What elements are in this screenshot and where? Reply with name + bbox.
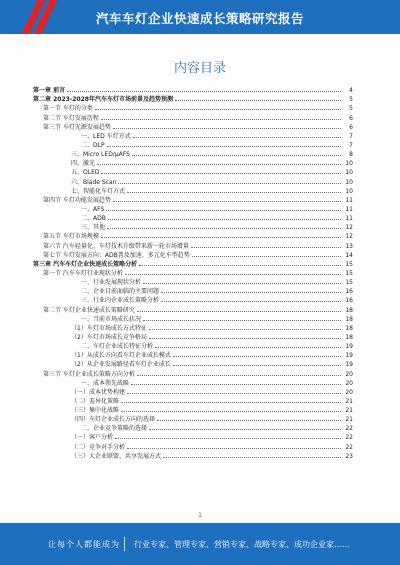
toc-entry-label: 第三章 汽车车灯企业快速成长策略分析	[33, 260, 138, 268]
toc-entry[interactable]	[33, 414, 353, 423]
toc-entry-page: 7	[349, 132, 353, 140]
toc-entry[interactable]	[33, 140, 353, 149]
toc-entry[interactable]	[33, 304, 353, 313]
toc-entry[interactable]	[33, 85, 353, 94]
toc-entry-label: 第二章 2023-2028年汽车车灯市场前景及趋势预测	[33, 96, 173, 104]
toc-entry[interactable]	[33, 122, 353, 131]
toc-entry-page: 19	[345, 361, 353, 369]
toc-entry[interactable]	[33, 195, 353, 204]
toc-entry-page: 23	[345, 452, 353, 460]
toc-entry-label: （四）车灯企业成长方向的选择	[71, 416, 156, 424]
toc-leader-dots	[157, 419, 341, 421]
report-title: 汽车车灯企业快速成长策略研究报告	[95, 11, 304, 26]
footer-divider	[124, 537, 125, 551]
toc-entry-page: 6	[349, 123, 353, 131]
toc-leader-dots	[106, 209, 341, 211]
toc-entry[interactable]	[33, 350, 353, 359]
toc-entry[interactable]	[33, 222, 353, 231]
toc-entry-label: （三）大企业联盟、共享发展方式	[71, 452, 162, 460]
toc-entry-page: 10	[345, 160, 353, 168]
toc-leader-dots	[107, 227, 341, 229]
toc-entry-label: 三、Micro LED/µAFS	[71, 151, 130, 159]
toc-entry-page: 13	[345, 242, 353, 250]
toc-leader-dots	[161, 291, 341, 293]
toc-entry-page: 11	[345, 196, 353, 204]
toc-entry[interactable]	[33, 268, 353, 277]
toc-leader-dots	[137, 374, 341, 376]
toc-entry-label: 一、成本领先战略	[81, 379, 130, 387]
toc-entry-label: 七、智能化车灯方式	[71, 187, 126, 195]
toc-entry-label: 二、DLP	[81, 141, 105, 149]
toc-entry[interactable]	[33, 149, 353, 158]
toc-entry[interactable]	[33, 103, 353, 112]
footer-slogan: 让每个人都能成为	[48, 540, 120, 549]
toc-entry[interactable]	[33, 441, 353, 450]
toc-entry-label: （二）竞争对手分析	[71, 443, 126, 451]
toc-entry-page: 15	[345, 260, 353, 268]
toc-leader-dots	[95, 108, 341, 110]
toc-entry[interactable]	[33, 259, 353, 268]
toc-entry[interactable]	[33, 131, 353, 140]
toc-leader-dots	[133, 136, 341, 138]
toc-entry-label: 第三节 车灯企业成长策略方向分析	[43, 370, 135, 378]
toc-leader-dots	[101, 172, 341, 174]
toc-entry-page: 10	[345, 187, 353, 195]
toc-leader-dots	[173, 364, 341, 366]
toc-entry[interactable]	[33, 396, 353, 405]
toc-entry[interactable]	[33, 277, 353, 286]
report-header	[0, 0, 400, 34]
toc-entry[interactable]	[33, 332, 353, 341]
toc-leader-dots	[127, 447, 341, 449]
toc-entry-label: 三、其他	[81, 224, 106, 232]
toc-entry-label: 第一章 前言	[33, 87, 66, 95]
toc-leader-dots	[131, 383, 341, 385]
toc-leader-dots	[121, 401, 341, 403]
toc-entry[interactable]	[33, 295, 353, 304]
toc-entry[interactable]	[33, 204, 353, 213]
toc-entry[interactable]	[33, 286, 353, 295]
toc-entry-page: 5	[349, 96, 353, 104]
toc-entry-label: 三、行业内企业成长策略分析	[81, 297, 160, 305]
toc-leader-dots	[101, 236, 341, 238]
toc-entry-page: 21	[345, 407, 353, 415]
toc-entry-page: 18	[345, 324, 353, 332]
toc-entry-label: 第三节 车灯光源发展趋势	[43, 123, 111, 131]
toc-entry[interactable]	[33, 341, 353, 350]
toc-leader-dots	[121, 410, 341, 412]
toc-leader-dots	[143, 319, 341, 321]
toc-leader-dots	[191, 246, 341, 248]
toc-leader-dots	[107, 145, 341, 147]
toc-entry-label: （一）客户分析	[71, 434, 114, 442]
toc-entry[interactable]	[33, 250, 353, 259]
toc-entry-page: 6	[349, 114, 353, 122]
toc-entry-page: 18	[345, 333, 353, 341]
toc-entry-page: 10	[345, 169, 353, 177]
toc-entry-page: 16	[345, 288, 353, 296]
toc-entry[interactable]	[33, 314, 353, 323]
toc-leader-dots	[115, 437, 341, 439]
toc-entry[interactable]	[33, 158, 353, 167]
toc-entry[interactable]	[33, 213, 353, 222]
toc-entry-label: 第二节 车灯发展历程	[43, 114, 99, 122]
toc-entry-page: 22	[345, 425, 353, 433]
toc-leader-dots	[113, 127, 341, 129]
toc-entry-page: 21	[345, 416, 353, 424]
toc-entry-label: 四、激光	[71, 160, 96, 168]
toc-entry[interactable]	[33, 231, 353, 240]
toc-entry-page: 11	[345, 205, 353, 213]
toc-entry-label: 六、Blade Scan	[71, 178, 117, 186]
toc-entry-label: 第一节 车灯的分类	[43, 105, 93, 113]
toc-entry-page: 22	[345, 434, 353, 442]
toc-entry-page: 8	[349, 151, 353, 159]
toc-entry-label: 二、企业目前面临的主要问题	[81, 288, 160, 296]
toc-entry-label: （2）车灯市场成长竞争格局	[71, 333, 147, 341]
toc-entry-page: 5	[349, 105, 353, 113]
toc-entry-page: 20	[345, 379, 353, 387]
toc-entry-label: 第六节 汽车轻量化、车灯技术升级带来新一轮市场增量	[43, 242, 189, 250]
toc-entry-page: 19	[345, 343, 353, 351]
toc-entry[interactable]	[33, 176, 353, 185]
toc-leader-dots	[175, 99, 341, 101]
toc-entry-label: 二、ADB	[81, 215, 106, 223]
toc-entry[interactable]	[33, 451, 353, 460]
toc-entry[interactable]	[33, 186, 353, 195]
toc-entry-label: （1）车灯市场成长方式特征	[71, 324, 147, 332]
toc-entry-page: 10	[345, 178, 353, 186]
toc-entry-label: 五、OLED	[71, 169, 100, 177]
toc-entry[interactable]	[33, 167, 353, 176]
toc-leader-dots	[173, 355, 341, 357]
toc-leader-dots	[161, 300, 341, 302]
toc-leader-dots	[137, 310, 341, 312]
toc-leader-dots	[155, 346, 341, 348]
toc-entry[interactable]	[33, 359, 353, 368]
toc-entry[interactable]	[33, 432, 353, 441]
toc-entry-page: 15	[345, 279, 353, 287]
toc-entry-label: （1）从成长方向看车灯企业成长模式	[71, 352, 171, 360]
toc-entry-label: （2）从企业发展路径看车灯企业成长	[71, 361, 171, 369]
table-of-contents	[33, 85, 353, 460]
toc-entry[interactable]	[33, 378, 353, 387]
toc-leader-dots	[125, 273, 341, 275]
toc-entry-page: 4	[349, 87, 353, 95]
toc-entry-page: 16	[345, 297, 353, 305]
toc-entry-page: 18	[345, 315, 353, 323]
toc-entry-label: 一、当前市场成长状况	[81, 315, 142, 323]
toc-leader-dots	[127, 392, 341, 394]
toc-entry-label: 一、LED 车灯方式	[81, 132, 131, 140]
toc-entry[interactable]	[33, 405, 353, 414]
toc-entry[interactable]	[33, 240, 353, 249]
toc-entry-page: 20	[345, 370, 353, 378]
toc-heading: 内容目录	[173, 61, 226, 76]
toc-entry-label: （二）差异化策略	[71, 397, 120, 405]
toc-leader-dots	[149, 337, 341, 339]
toc-entry-page: 19	[345, 352, 353, 360]
toc-entry-page: 21	[345, 397, 353, 405]
toc-entry[interactable]	[33, 323, 353, 332]
toc-entry-page: 15	[345, 269, 353, 277]
footer-tagline: 行业专家、管理专家、营销专家、战略专家、成功企业家……	[134, 540, 350, 549]
toc-leader-dots	[163, 456, 341, 458]
toc-entry-label: （一）成本优势构建	[71, 388, 126, 396]
toc-entry-page: 14	[345, 251, 353, 259]
toc-entry-page: 22	[345, 443, 353, 451]
toc-entry[interactable]	[33, 368, 353, 377]
toc-entry-label: 第一节 汽车车灯行业现状分析	[43, 269, 123, 277]
toc-leader-dots	[118, 182, 341, 184]
toc-leader-dots	[101, 118, 341, 120]
toc-entry-label: 第二节 车灯企业快速成长策略研究	[43, 306, 135, 314]
toc-entry-label: 第四节 车灯功能发展趋势	[43, 196, 111, 204]
page-number: 1	[198, 512, 202, 519]
toc-entry-label: 一、行业发展现状分析	[81, 279, 142, 287]
toc-entry-label: 二、车灯企业成长特征分析	[81, 343, 154, 351]
toc-entry-page: 7	[349, 141, 353, 149]
toc-entry-label: （三）集中化战略	[71, 407, 120, 415]
toc-leader-dots	[108, 218, 341, 220]
toc-entry[interactable]	[33, 423, 353, 432]
toc-leader-dots	[97, 163, 341, 165]
toc-entry-label: 第七节 车灯发展方向：ADB普及加速、多元化车型趋势	[43, 251, 190, 259]
toc-entry-label: 第五节 车灯市场规模	[43, 233, 99, 241]
report-footer	[0, 523, 400, 565]
toc-leader-dots	[192, 255, 341, 257]
toc-leader-dots	[139, 264, 341, 266]
toc-leader-dots	[149, 328, 341, 330]
toc-entry-page: 12	[345, 233, 353, 241]
toc-leader-dots	[67, 90, 341, 92]
toc-leader-dots	[127, 191, 341, 193]
toc-entry[interactable]	[33, 94, 353, 103]
toc-entry-label: 二、企业竞争策略的选择	[81, 425, 148, 433]
toc-entry-page: 20	[345, 388, 353, 396]
toc-entry-page: 11	[345, 215, 353, 223]
toc-leader-dots	[143, 282, 341, 284]
toc-leader-dots	[113, 200, 341, 202]
toc-leader-dots	[132, 154, 341, 156]
toc-entry-label: 一、AFS	[81, 205, 105, 213]
toc-entry-page: 12	[345, 224, 353, 232]
toc-entry[interactable]	[33, 112, 353, 121]
toc-entry-page: 18	[345, 306, 353, 314]
toc-entry[interactable]	[33, 387, 353, 396]
toc-leader-dots	[149, 428, 341, 430]
